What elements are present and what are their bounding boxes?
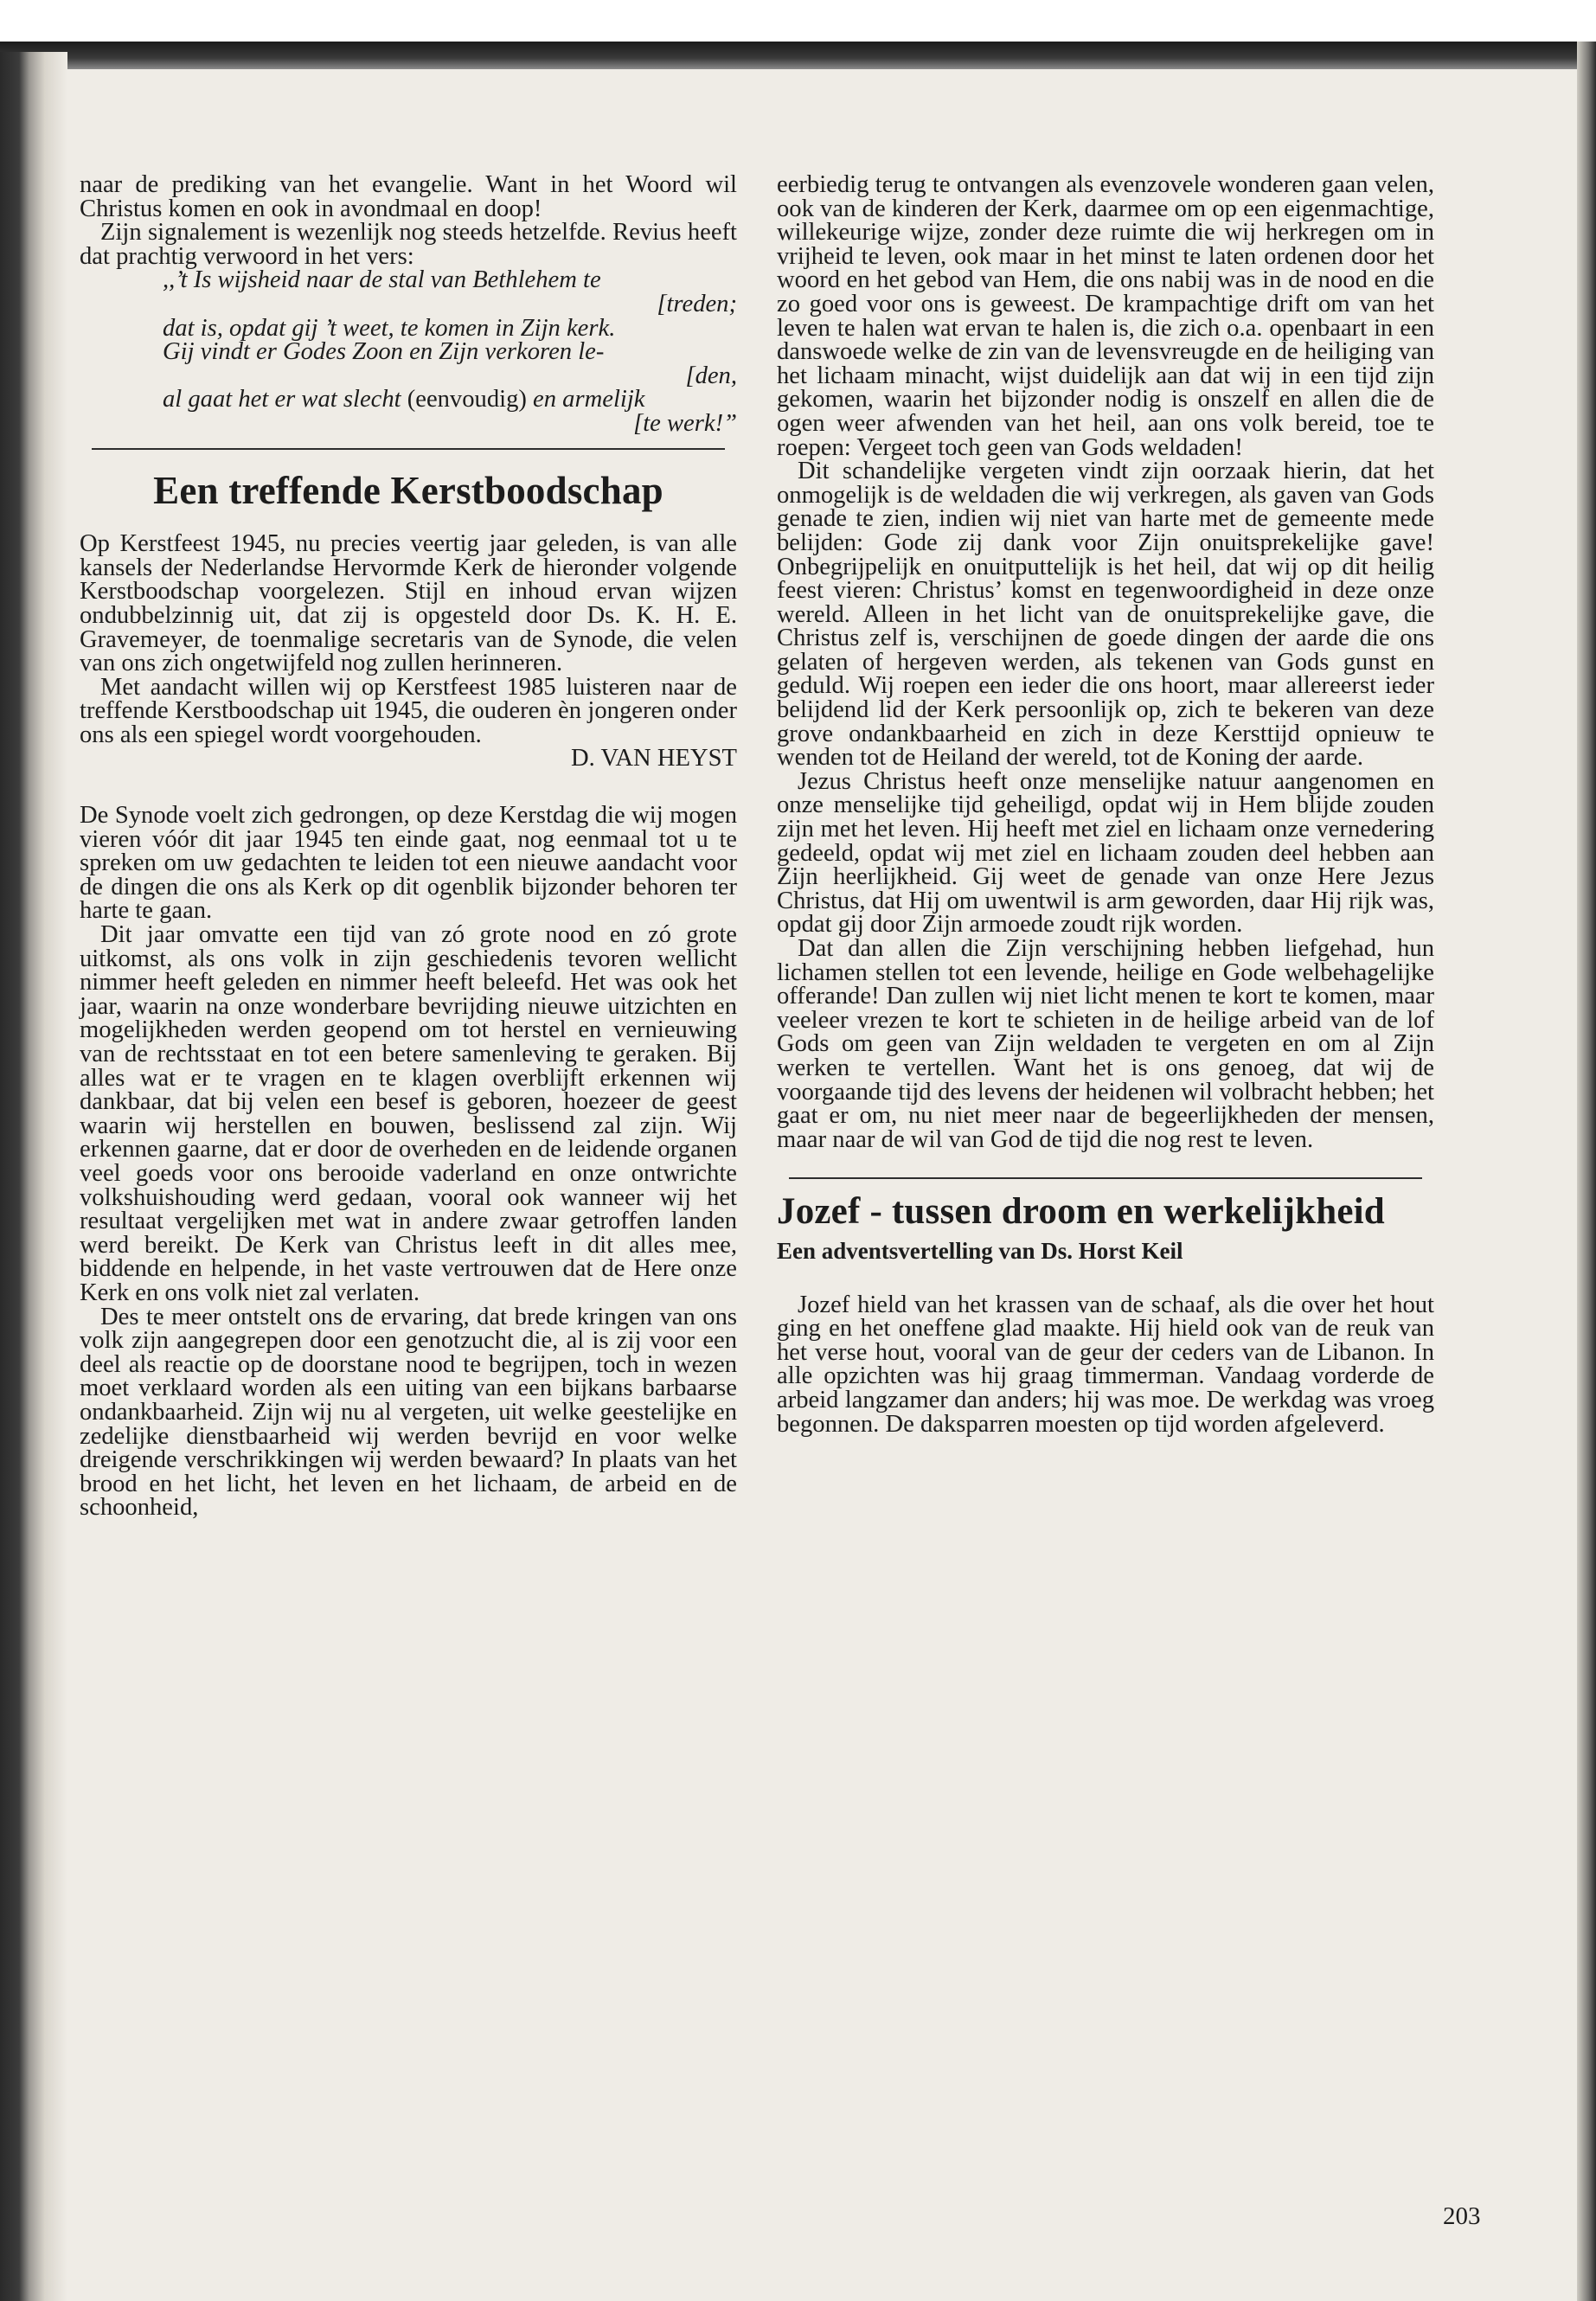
poem-line-6 xyxy=(80,388,737,412)
right-column xyxy=(777,173,1434,1436)
poem-line-6-a: al gaat het er wat slecht xyxy=(163,386,401,413)
binding-top-edge xyxy=(0,42,1596,69)
article2-paragraph-1: Jozef hield van het krassen van de schaaf, als die over het hout ging en het oneffene glad maakte. Hij hield ook van de reuk van het verse hout, vooral van de geur der ceders van de Libanon. In alle opzichten was hij graag timmerman. Vandaag vorderde de arbeid langzamer dan anders; hij was moe. De werkdag was vroeg begonnen. De daksparren moesten op tijd worden afgeleverd. xyxy=(777,1291,1434,1438)
page-number: 203 xyxy=(1443,2202,1481,2230)
poem-line-3: dat is, opdat gij ’t weet, te komen in Zijn kerk. xyxy=(163,314,616,342)
poem-line-7: [te werk!” xyxy=(633,409,737,437)
intro2-paragraph-2: Met aandacht willen wij op Kerstfeest 1985 luisteren naar de treffende Kerstboodschap uit 1945, die ouderen èn jongeren onder ons als een spiegel wordt voorgehouden. xyxy=(80,673,737,748)
left-column xyxy=(80,173,737,1520)
right-paragraph-2: Dit schandelijke vergeten vindt zijn oorzaak hierin, dat het onmogelijk is de weldaden die wij verkregen, als gaven van Gods genade te zien, indien wij niet van harte met de gemeente mede belijden: Gode zij dank voor Zijn onuitsprekelijke gave! Onbegrijpelijk en onuitputtelijk is het heil, dat wij op dit heilig feest vieren: Christus’ komst en tegenwoordigheid in deze onze wereld. Alleen in het licht van de onuitsprekelijke gave, die Christus zelf is, verschijnen de goede dingen der aarde die ons gelaten of hergeven werden, als tekenen van Gods gunst en geduld. Wij roepen een ieder die ons hoort, maar allereerst ieder belijdend lid der Kerk persoonlijk op, zich te bekeren van deze grove ondankbaarheid en zich in deze Kersttijd opnieuw te wenden tot de Heiland der wereld, tot de Koning der aarde. xyxy=(777,458,1434,772)
intro-paragraph-2: Zijn signalement is wezenlijk nog steeds hetzelfde. Revius heeft dat prachtig verwoord in het vers: xyxy=(80,219,737,270)
body-paragraph-1: De Synode voelt zich gedrongen, op deze Kerstdag die wij mogen vieren vóór dit jaar 1945 ten einde gaat, nog eenmaal tot u te spreken om uw gedachten te leiden tot een nieuwe aandacht voor de dingen die ons als Kerk op dit ogenblik bijzonder behoren ter harte te gaan. xyxy=(80,802,737,925)
body-paragraph-2: Dit jaar omvatte een tijd van zó grote nood en zó grote uitkomst, als ons volk in zijn geschiedenis tevoren wellicht nimmer heeft geleden en nimmer heeft beleefd. Het was ook het jaar, waarin na onze wonderbare bevrijding nieuwe uitzichten en mogelijkheden werden geopend om tot herstel en vernieuwing van de rechtsstaat en tot een betere samenleving te geraken. Bij alles wat er te vragen en te klagen overblijft erkennen wij dankbaar, dat bij velen een besef is geboren, hoezeer de geest waarin wij herstellen en bouwen, beslissend zal zijn. Wij erkennen gaarne, dat er door de overheden en de leidende organen veel goeds voor ons berooide vaderland en onze ontwrichte volkshuishouding werd gedaan, vooral ook wanneer wij het resultaat vergelijken met wat in andere zwaar getroffen landen werd bereikt. De Kerk van Christus leeft in dit alles mee, biddende en helpende, in het vaste vertrouwen dat de Here onze Kerk en ons volk niet zal verlaten. xyxy=(80,921,737,1306)
intro-paragraph-1: naar de prediking van het evangelie. Want in het Woord wil Christus komen en ook in avondmaal en doop! xyxy=(80,171,737,222)
section-divider-2 xyxy=(789,1177,1422,1179)
poem-line-6-c: en armelijk xyxy=(533,386,645,413)
section-divider xyxy=(92,448,725,450)
poem-line-5: [den, xyxy=(685,362,737,389)
revius-poem xyxy=(80,268,737,435)
binding-right-edge xyxy=(1577,42,1596,2301)
right-paragraph-1: eerbiedig terug te ontvangen als evenzovele wonderen gaan velen, ook van de kinderen der Kerk, daarmee om op een eigenmachtige, willekeurige wijze, zonder deze ruimte die wij herkregen om in vrijheid te leven, ook maar in het minst te laten ordenen door het woord en het gebod van Hem, die ons nabij was in de nood en die zo goed voor ons is geweest. De krampachtige drift om van het leven te halen wat ervan te halen is, die zich o.a. openbaart in een danswoede welke de zin van de levensvreugde en de heiliging van het lichaam minacht, wijst duidelijk aan dat wij in een tijd zijn gekomen, waarin het bijzonder nodig is onszelf en allen die de ogen weer afwenden van het heil, aan ons volk bereid, toe te roepen: Vergeet toch geen van Gods weldaden! xyxy=(777,171,1434,461)
poem-line-6-b: (eenvoudig) xyxy=(407,386,527,413)
author-signature: D. VAN HEYST xyxy=(571,745,737,772)
right-paragraph-3: Jezus Christus heeft onze menselijke natuur aangenomen en onze menselijke tijd geheiligd, opdat wij in Hem blijde zouden zijn met het leven. Hij heeft met ziel en lichaam onze vernedering gedeeld, opdat wij met ziel en lichaam zouden deel hebben aan Zijn heerlijkheid. Gij weet de genade van onze Here Jezus Christus, dat Hij om uwentwil is arm geworden, daar Hij rijk was, opdat gij door Zijn armoede zoudt rijk worden. xyxy=(777,767,1434,939)
intro2-paragraph-1: Op Kerstfeest 1945, nu precies veertig jaar geleden, is van alle kansels der Nederlandse Hervormde Kerk de hieronder volgende Kerstboodschap voorgelezen. Stijl en inhoud ervan wijzen ondubbelzinnig uit, dat zij is opgesteld door Ds. K. H. E. Gravemeyer, de toenmalige secretaris van de Synode, die velen van ons zich ongetwijfeld nog zullen herinneren. xyxy=(80,530,737,677)
body-paragraph-3: Des te meer ontstelt ons de ervaring, dat brede kringen van ons volk zijn aangegrepen door een genotzucht die, al is zij voor een deel als reactie op de doorstane nood te begrijpen, toch in wezen moet verklaard worden als een uiting van een bijkans barbaarse ondankbaarheid. Zijn wij nu al vergeten, uit welke geestelijke en zedelijke dienstbaarheid wij werden bevrijd en voor welke dreigende verschrikkingen wij werden bewaard? In plaats van het brood en het licht, het leven en het lichaam, de arbeid en de schoonheid, xyxy=(80,1303,737,1522)
poem-line-4: Gij vindt er Godes Zoon en Zijn verkoren le- xyxy=(163,338,605,366)
binding-spine xyxy=(0,52,67,2301)
poem-line-2: [treden; xyxy=(657,290,737,317)
article2-subtitle: Een adventsvertelling van Ds. Horst Keil xyxy=(777,1237,1183,1264)
article-title: Een treffende Kerstboodschap xyxy=(153,468,663,512)
article2-title: Jozef - tussen droom en werkelijkheid xyxy=(777,1191,1385,1233)
poem-line-1: ,,’t Is wijsheid naar de stal van Bethlehem te xyxy=(163,266,601,294)
right-paragraph-4: Dat dan allen die Zijn verschijning hebben liefgehad, hun lichamen stellen tot een levende, heilige en Gode welbehagelijke offerande! Dan zullen wij niet licht menen te kort te komen, maar veeleer vrezen te kort te schieten in de heilige arbeid van de lof Gods om geen van Zijn weldaden te vergeten en om al Zijn werken te vertellen. Want het is ons genoeg, dat wij de voorgaande tijd des levens der heidenen wil volbracht hebben; het gaat er om, nu niet meer naar de begeerlijkheden der mensen, maar naar de wil van God de tijd die nog rest te leven. xyxy=(777,935,1434,1153)
